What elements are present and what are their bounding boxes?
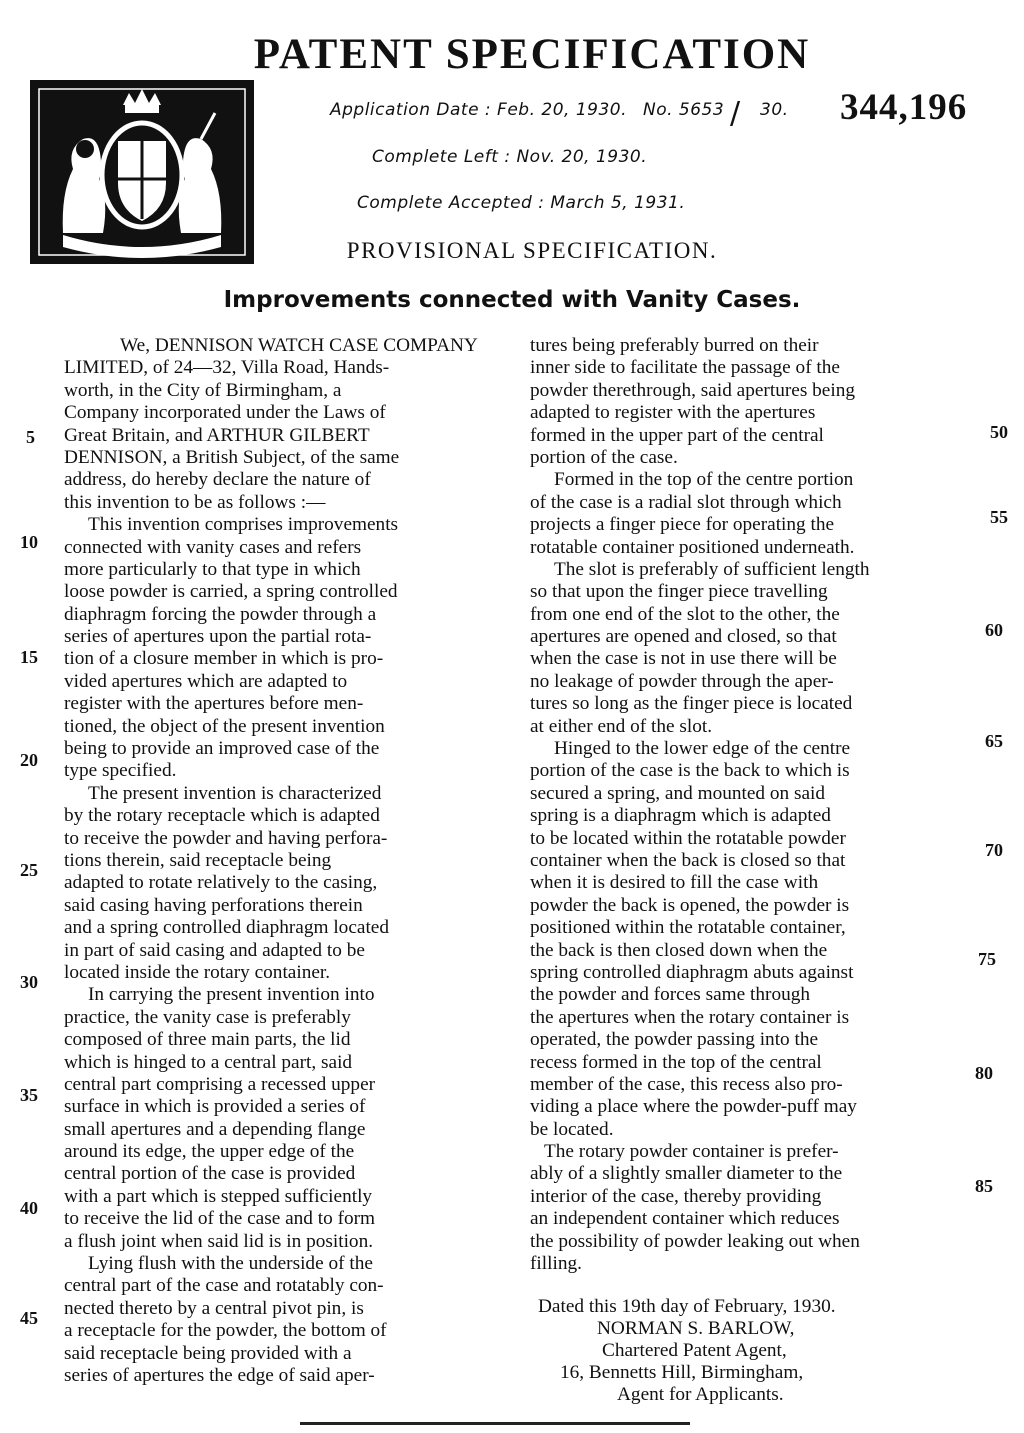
text-line: tion of a closure member in which is pro-	[64, 648, 384, 670]
text-line: portion of the case is the back to which is	[530, 760, 850, 782]
line-number: 15	[20, 647, 38, 667]
text-line: to be located within the rotatable powder	[530, 827, 846, 849]
text-line: the powder and forces same through	[530, 984, 811, 1006]
left-text-column	[64, 335, 508, 1387]
text-line: address, do hereby declare the nature of	[64, 469, 371, 491]
text-line: rotatable container positioned underneath.	[530, 536, 855, 558]
agent-name: NORMAN S. BARLOW,	[597, 1318, 795, 1339]
line-number: 20	[20, 750, 38, 770]
text-line: being to provide an improved case of the	[64, 738, 380, 760]
text-line: to receive the lid of the case and to form	[64, 1208, 376, 1230]
text-line: a receptacle for the powder, the bottom of	[64, 1320, 387, 1342]
text-line: spring is a diaphragm which is adapted	[530, 805, 831, 827]
text-line: The slot is preferably of sufficient length	[554, 558, 870, 580]
agent-title: Chartered Patent Agent,	[602, 1340, 787, 1361]
text-line: interior of the case, thereby providing	[530, 1185, 822, 1207]
text-line: operated, the powder passing into the	[530, 1029, 819, 1051]
text-line: an independent container which reduces	[530, 1208, 840, 1230]
text-line: which is hinged to a central part, said	[64, 1051, 353, 1073]
signature-date: Dated this 19th day of February, 1930.	[538, 1296, 836, 1317]
slash-separator: /	[730, 96, 741, 131]
text-line: in part of said casing and adapted to be	[64, 939, 365, 961]
text-line: tioned, the object of the present invention	[64, 715, 385, 737]
text-line: powder therethrough, said apertures being	[530, 379, 855, 401]
text-line: practice, the vanity case is preferably	[64, 1006, 351, 1028]
text-line: a flush joint when said lid is in position.	[64, 1230, 374, 1252]
text-line: by the rotary receptacle which is adapted	[64, 805, 380, 827]
text-line: at either end of the slot.	[530, 715, 713, 737]
text-line: Lying flush with the underside of the	[88, 1253, 373, 1275]
text-line: this invention to be as follows :—	[64, 491, 326, 513]
line-number: 85	[975, 1176, 993, 1196]
text-line: of the case is a radial slot through which	[530, 491, 842, 513]
line-number: 25	[20, 860, 38, 880]
text-line: Great Britain, and ARTHUR GILBERT	[64, 424, 370, 446]
application-date: Application Date : Feb. 20, 1930.	[330, 100, 627, 120]
text-line: inner side to facilitate the passage of the	[530, 357, 840, 379]
line-number: 40	[20, 1198, 38, 1218]
text-line: Company incorporated under the Laws of	[64, 402, 386, 424]
text-line: positioned within the rotatable container,	[530, 917, 846, 939]
text-line: when the case is not in use there will be	[530, 648, 837, 670]
text-line: the possibility of powder leaking out when	[530, 1230, 860, 1252]
text-line: series of apertures upon the partial rota-	[64, 626, 372, 648]
line-number: 50	[990, 422, 1008, 442]
cropped-next-section-heading	[300, 1418, 690, 1432]
text-line: said casing having perforations therein	[64, 894, 363, 916]
text-line: We, DENNISON WATCH CASE COMPANY	[120, 335, 478, 356]
text-line: vided apertures which are adapted to	[64, 670, 348, 692]
text-line: The rotary powder container is prefer-	[544, 1141, 839, 1163]
text-line: portion of the case.	[530, 446, 678, 468]
text-line: register with the apertures before men-	[64, 693, 364, 715]
text-line: when it is desired to fill the case with	[530, 872, 819, 894]
text-line: viding a place where the powder-puff may	[530, 1096, 857, 1118]
text-line: In carrying the present invention into	[88, 984, 375, 1006]
text-line: spring controlled diaphragm abuts against	[530, 961, 854, 983]
provisional-specification-label: PROVISIONAL SPECIFICATION.	[346, 238, 718, 263]
text-line: no leakage of powder through the aper-	[530, 670, 834, 692]
text-line: member of the case, this recess also pro-	[530, 1073, 843, 1095]
line-number: 30	[20, 972, 38, 992]
text-line: loose powder is carried, a spring controlled	[64, 581, 398, 603]
text-line: diaphragm forcing the powder through a	[64, 603, 377, 625]
text-line: filling.	[530, 1253, 582, 1275]
text-line: apertures are opened and closed, so that	[530, 626, 837, 648]
text-line: the back is then closed down when the	[530, 939, 828, 961]
line-number: 80	[975, 1063, 993, 1083]
text-line: worth, in the City of Birmingham, a	[64, 379, 342, 401]
text-line: located inside the rotary container.	[64, 961, 331, 983]
complete-left-date: Complete Left : Nov. 20, 1930.	[372, 147, 648, 167]
text-line: container when the back is closed so that	[530, 849, 846, 871]
text-line: powder the back is opened, the powder is	[530, 894, 850, 916]
text-line: the apertures when the rotary container is	[530, 1006, 850, 1028]
line-number: 5	[26, 427, 35, 447]
invention-heading: Improvements connected with Vanity Cases.	[223, 287, 801, 313]
royal-coat-of-arms-seal	[30, 80, 254, 264]
line-number: 55	[990, 507, 1008, 527]
text-line: adapted to rotate relatively to the casing,	[64, 872, 378, 894]
text-line: tions therein, said receptacle being	[64, 849, 332, 871]
text-line: tures so long as the finger piece is located	[530, 693, 853, 715]
text-line: central part of the case and rotatably con-	[64, 1275, 384, 1297]
text-line: projects a finger piece for operating the	[530, 514, 835, 536]
line-number: 65	[985, 731, 1003, 751]
text-line: Hinged to the lower edge of the centre	[554, 738, 851, 760]
text-line: so that upon the finger piece travelling	[530, 581, 828, 603]
text-line: to receive the powder and having perfora-	[64, 827, 388, 849]
line-number: 10	[20, 532, 38, 552]
text-line: formed in the upper part of the central	[530, 424, 824, 446]
line-number: 70	[985, 840, 1003, 860]
text-line: surface in which is provided a series of	[64, 1096, 366, 1118]
line-number: 35	[20, 1085, 38, 1105]
text-line: central portion of the case is provided	[64, 1163, 356, 1185]
line-number: 60	[985, 620, 1003, 640]
text-line: and a spring controlled diaphragm located	[64, 917, 389, 939]
application-number: No. 5653	[643, 100, 725, 120]
text-line: type specified.	[64, 760, 177, 782]
text-line: LIMITED, of 24—32, Villa Road, Hands-	[64, 357, 390, 379]
application-year: 30.	[760, 100, 789, 120]
text-line: Formed in the top of the centre portion	[554, 469, 854, 491]
document-title: PATENT SPECIFICATION	[253, 31, 811, 78]
agent-for-applicants: Agent for Applicants.	[617, 1384, 784, 1405]
text-line: from one end of the slot to the other, the	[530, 603, 840, 625]
text-line: nected thereto by a central pivot pin, is	[64, 1297, 364, 1319]
text-line: The present invention is characterized	[88, 782, 382, 804]
text-line: small apertures and a depending flange	[64, 1118, 366, 1140]
text-line: ably of a slightly smaller diameter to the	[530, 1163, 843, 1185]
text-line: composed of three main parts, the lid	[64, 1029, 351, 1051]
agent-address: 16, Bennetts Hill, Birmingham,	[560, 1362, 804, 1383]
text-line: more particularly to that type in which	[64, 558, 361, 580]
text-line: adapted to register with the apertures	[530, 402, 816, 424]
text-line: around its edge, the upper edge of the	[64, 1141, 355, 1163]
text-line: central part comprising a recessed upper	[64, 1073, 376, 1095]
line-number: 45	[20, 1308, 38, 1328]
line-number: 75	[978, 949, 996, 969]
text-line: DENNISON, a British Subject, of the same	[64, 446, 400, 468]
text-line: with a part which is stepped sufficiently	[64, 1185, 373, 1207]
text-line: series of apertures the edge of said aper-	[64, 1364, 375, 1386]
patent-number: 344,196	[840, 87, 968, 128]
text-line: secured a spring, and mounted on said	[530, 782, 826, 804]
text-line: This invention comprises improvements	[88, 514, 399, 536]
text-line: said receptacle being provided with a	[64, 1342, 352, 1364]
text-line: recess formed in the top of the central	[530, 1051, 822, 1073]
text-line: connected with vanity cases and refers	[64, 536, 362, 558]
text-line: tures being preferably burred on their	[530, 335, 819, 356]
text-line: be located.	[530, 1118, 614, 1140]
complete-accepted-date: Complete Accepted : March 5, 1931.	[357, 193, 686, 213]
right-text-column	[530, 335, 970, 1275]
